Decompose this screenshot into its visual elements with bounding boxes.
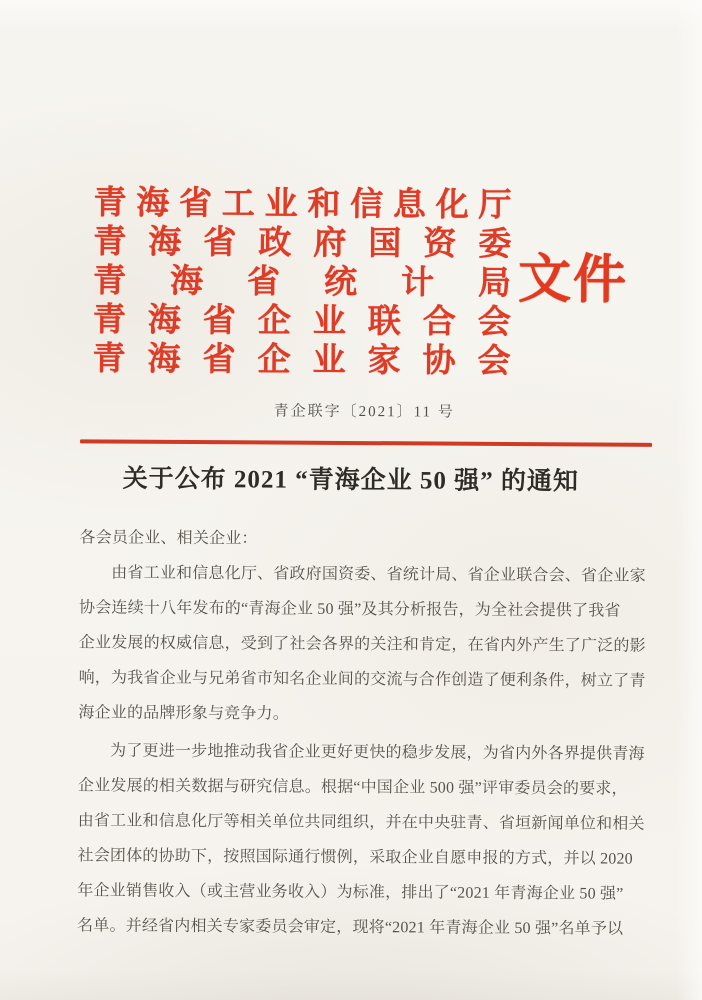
body-line: 为了更进一步地推动我省企业更好更快的稳步发展，为省内外各界提供青海	[110, 742, 645, 763]
letterhead-line: 青海省政府国资委	[93, 224, 512, 263]
letterhead-line: 青海省企业联合会	[92, 302, 511, 341]
letterhead-line: 青海省统计局	[92, 263, 512, 302]
body-line: 年企业销售收入（或主营业务收入）为标准，排出了“2021 年青海企业 50 强”	[77, 882, 624, 903]
letterhead-line: 青海省企业家协会	[92, 341, 511, 380]
body-line: 由省工业和信息化厅、省政府国资委、省统计局、省企业联合会、省企业家	[111, 564, 646, 585]
document-stamp-word: 文件	[517, 251, 629, 310]
red-divider-rule	[80, 439, 652, 446]
body-line: 协会连续十八年发布的“青海企业 50 强”及其分析报告，为全社会提供了我省	[78, 599, 621, 620]
letterhead-line: 青海省工业和信息化厅	[93, 185, 512, 224]
body-line: 海企业的品牌形象与竞争力。	[78, 704, 290, 723]
body-line: 企业发展的权威信息，受到了社会各界的关注和肯定，在省内外产生了广泛的影	[78, 634, 646, 655]
document-body	[77, 520, 646, 946]
body-line: 企业发展的相关数据与研究信息。根据“中国企业 500 强”评审委员会的要求，	[77, 777, 628, 798]
body-line: 各会员企业、相关企业：	[79, 529, 258, 548]
document-title: 关于公布 2021 “青海企业 50 强” 的通知	[122, 465, 580, 496]
letterhead-org-names	[92, 184, 511, 382]
body-line: 由省工业和信息化厅等相关单位共同组织，并在中央驻青、省垣新闻单位和相关	[77, 812, 645, 833]
body-line: 响，为我省企业与兄弟省市知名企业间的交流与合作创造了便利条件，树立了青	[78, 669, 646, 690]
body-line: 社会团体的协助下，按照国际通行惯例，采取企业自愿申报的方式，并以 2020	[77, 847, 633, 868]
body-line: 名单。并经省内相关专家委员会审定，现将“2021 年青海企业 50 强”名单予以	[77, 917, 624, 938]
doc-reference-number: 青企联字〔2021〕11 号	[273, 403, 455, 421]
